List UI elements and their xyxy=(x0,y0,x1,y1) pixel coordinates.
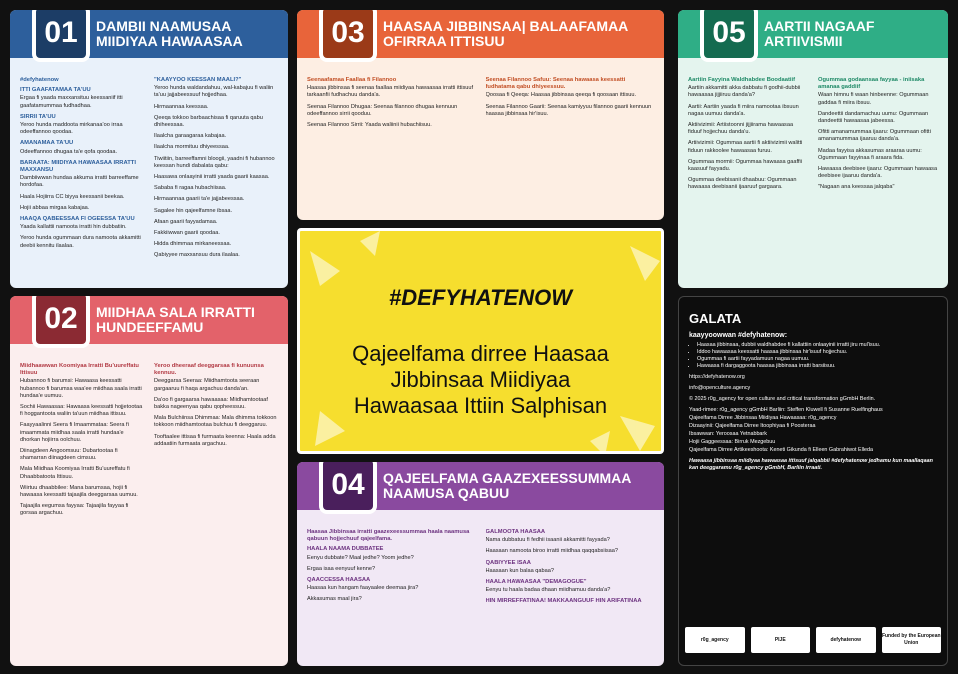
paragraph: Haasaa kun hangam faayaalee deemaa jira? xyxy=(307,585,419,592)
credits-subtitle: kaayyoowwan #defyhatenow: xyxy=(689,332,788,339)
paragraph: Waan himnu fi waan hinbeenne: Ogummaan gaddaa fi miira ibsuu. xyxy=(818,92,929,106)
subheading: AMANAMAA TA'UU xyxy=(20,140,74,147)
paragraph: Ogummaa deebisanii dhaabuu: Ogummaan hawaasa deebisanii ijaaruuf gargaara. xyxy=(688,177,797,191)
paragraph: Da'oo fi gargaarsa hawaasaa: Miidhamtootaaf bakka nageenyaa qabu qopheessuu. xyxy=(154,396,268,411)
section-number: 04 xyxy=(319,462,377,514)
subheading: Miidhaawwan Koomiyaa Irratti Bu'uureffatu Ittisuu xyxy=(20,363,139,377)
subheading: BARAATA: MIIDIYAA HAWAASAA IRRATTI MAXXANSU xyxy=(20,159,136,174)
credit-line: Dizaayinii: Qajeelfama Dirree Itoophiyaa fi Poosteraa xyxy=(689,423,816,429)
paragraph: Akkasumas maal jira? xyxy=(307,596,362,603)
paragraph: Faayyaalinni Seera fi Imaammataa: Seera fi imaammata miidhaa saala irratti hundaa'e dhorkan hojiirra oolchuu. xyxy=(20,422,129,443)
subheading: ITTI GAAFATAMAA TA'UU xyxy=(20,87,91,94)
paragraph: Seenaa Filannoo Dhugaa: Seenaa filannoo dhugaa kennuun odeeffannoo sirrii qooduu. xyxy=(307,103,458,117)
paragraph: Sagalee hin qajeelfamne ibsaa. xyxy=(154,207,233,214)
paragraph: Madaa fayyisa akkasumas araaraa uumu: Ogummaan fayyinaa fi araara fida. xyxy=(818,147,922,161)
section-title: QAJEELFAMA GAAZEXEESSUMMAA NAAMUSA QABUU xyxy=(383,470,631,501)
website-link[interactable]: https://defyhatenow.org xyxy=(689,374,745,380)
column-right xyxy=(154,360,278,660)
paragraph: Diinagdeen Angoomsuu: Dubartootaa fi shamarran diinagdeen cimsuu. xyxy=(20,448,118,462)
paragraph: Dambiiwwan hundaa akkuma irratti barreeffame hordofaa. xyxy=(20,175,139,189)
paragraph: Haasaan namoota biroo irratti miidhaa qaqqabsiisaa? xyxy=(485,548,618,555)
credits-list xyxy=(689,407,937,454)
panel-header xyxy=(10,10,288,58)
guide-title: Qajeelfama dirree Haasaa Jibbinsaa Miidiyaa Hawaasaa Ittiin Salphisan xyxy=(352,341,609,418)
credit-line: Yaad-rimee: r0g_agency gGmbH Barliin: Steffen Kluwell fi Susanne Ruelfinghaus xyxy=(689,407,883,413)
paragraph: Afaan gaarii fayyadamaa. xyxy=(154,218,218,225)
panel-04 xyxy=(297,462,664,666)
subheading: GALMOOTA HAASAA xyxy=(485,529,546,535)
paragraph: Yeroo hunda waldandahuu, wal-kabajuu fi waliin ta'uu jajjabeessuuf hojjedhaa. xyxy=(154,85,274,99)
panel-body xyxy=(10,354,288,666)
goal-item: • Ogummaa fi aartii fayyadamuun nagaa uumuu. xyxy=(697,356,937,363)
partner-logo: r0g_agency xyxy=(685,627,745,653)
paragraph: Hawaasa deebisee ijaaru: Ogummaan hawaasa deebisee ijaaruu danda'a. xyxy=(818,166,938,180)
paragraph: Haasaa jibbinsaa fi seenaa faallaa miidiyaa hawaasaa irratti ittisuuf tarkaanfii fudhachuu danda'a. xyxy=(307,85,474,99)
column-right xyxy=(486,526,655,660)
paragraph: Ergaa isaa eenyuuf kenne? xyxy=(307,565,376,572)
paragraph: Qabiyyee maxxansuu dura ilaalaa. xyxy=(154,252,240,259)
goal-item: • Hawaasa fi dargaggoota haasaa jibbinsaa irratti barsiisuu. xyxy=(697,363,937,370)
paragraph: Eenyu dubbate? Maal jedhe? Yoom jedhe? xyxy=(307,554,414,561)
paragraph: Deeggarsa Seeraa: Miidhamtoota seeraan gargaaruu fi haqa argachuu danda'an. xyxy=(154,378,260,392)
credit-line: Hojii Gaggeessaa: Birruk Mezgebuu xyxy=(689,439,776,445)
goals-list xyxy=(689,342,937,370)
credit-line: Qajeelfama Dirree Jibbinsaa Miidiyaa Hawaasaa: r0g_agency xyxy=(689,415,837,421)
paragraph: Haasawa onlaayinii irratti yaada gaarii kaasaa. xyxy=(154,174,270,181)
section-number: 01 xyxy=(32,10,90,62)
subheading: HIN MIRREFFATINAA! MAKKAANGUUF HIN ARIFATINAA xyxy=(485,598,642,605)
column-left xyxy=(20,360,144,660)
credits-footer: Hawaasa jibbinsaa miidiyaa hawaasaa ittisuuf jalqabbii #defyhatenow jedhamu kun maallaqaan kan deeggaramu r0g_agency gGmbH, Barliin irraati. xyxy=(689,458,933,471)
subheading: #defyhatenow xyxy=(20,77,59,83)
section-number: 02 xyxy=(32,296,90,348)
column-right xyxy=(154,74,278,282)
subheading: HAALA HAWAASAA "DEMAGOGUE" xyxy=(485,579,587,586)
partner-logo: PIJE xyxy=(751,627,811,653)
credit-line: Qajeelfama Dirree Artikeeshoota: Keneti Gikunda fi Elleen Gabrahiwot Elleda xyxy=(689,447,873,453)
subheading: Yeroo dheeraaf deeggarsaa fi kunuunsa kennuu. xyxy=(154,363,264,377)
paragraph: Wiirtuu dhaabbilee: Mana barumsaa, hojii fi hawaasa keessatti tajaajila deeggarsaa uumuu. xyxy=(20,484,138,499)
paragraph: Qoosaa fi Qeeqa: Haasaa jibbinsaa qeeqa fi qoosaan ittisuu. xyxy=(485,92,637,99)
paragraph: Tooftaalee ittisaa fi furmaata keenna: Haala adda addaatiin furmaata argachuu. xyxy=(154,433,276,447)
section-title: HAASAA JIBBINSAA| BALAAFAMAA OFIRRAA ITTISUU xyxy=(383,18,628,49)
credits-title: GALATA xyxy=(689,311,742,326)
paragraph: Yeroo hunda maddoota mirkanaa'oo irraa odeeffannoo qoodaa. xyxy=(20,122,123,136)
paragraph: Tiwiitiin, barreeffamni bloogii, yaadni fi hubannoo keessan hundi dabalata qabu: xyxy=(154,155,275,169)
goal-item: • Iddoo hawaasaa keessatti haasaa jibbinsaa hir'isuuf hojjechuu. xyxy=(697,349,937,356)
subheading: Haasaa Jibbinsaa irratti gaazexeessummaa haala naamusa qabuun hojjechuuf qajeelfama. xyxy=(307,529,470,543)
section-number: 03 xyxy=(319,10,377,62)
paragraph: Sababa fi ragaa hubachiisaa. xyxy=(154,185,227,192)
logo-row xyxy=(685,625,941,655)
paragraph: Sochii Hawaasaa: Hawaasa keessatti hojjetootaa fi hoggantoota waliin ta'uun miidhaa ittisuu. xyxy=(20,404,143,418)
section-title: DAMBII NAAMUSAA MIIDIYAA HAWAASAA xyxy=(96,18,243,49)
panel-01 xyxy=(10,10,288,288)
panel-body xyxy=(678,68,948,288)
paragraph: Yaada kallattii namoota irratti hin dubbatiin. xyxy=(20,224,127,231)
goal-item: • Haasaa jibbinsaa, dubbii waldhabdee fi kallattiin onlaayinii irratti jiru mul'isuu. xyxy=(697,342,937,349)
paragraph: Hidda dhimmaa mirkaneessaa. xyxy=(154,241,232,248)
paragraph: Seenaa Filannoo Sirrii: Yaada waliinii hubachiisuu. xyxy=(307,122,432,129)
panel-body xyxy=(10,68,288,288)
partner-logo: Funded by the European Union xyxy=(882,627,942,653)
paragraph: Qeeqa tokkoo barbaachisaa fi qaruuta qabu dhiheessaa. xyxy=(154,114,263,129)
paragraph: Hubannoo fi barumsi: Hawaasa keessatti hubannoo fi barumsa waa'ee miidhaa saala irratti hundaa'e uumuu. xyxy=(20,378,142,399)
copyright: © 2025 r0g_agency for open culture and critical transformation gGmbH Berlin. xyxy=(689,396,876,402)
paragraph: Eenyu tu haala badaa dhaan miidhamuu danda'a? xyxy=(485,587,611,594)
subheading: "KAAYYOO KEESSAN MAALI?" xyxy=(154,77,242,83)
paragraph: Seenaa Filannoo Gaarii: Seenaa kamiyyuu filannoo gaarii kennuun haasaa jibbinsaa hir'isuu. xyxy=(485,103,652,117)
paragraph: Artiivizimii: Ogummaa aartii fi aktiivizimii walitti fiduun rakkoolee hawaasaa furuu. xyxy=(688,140,803,154)
partner-logo: defyhatenow xyxy=(816,627,876,653)
subheading: HAAQA QABEESSAA FI OGEESSA TA'UU xyxy=(20,216,135,223)
paragraph: Dandeettii dandamachuu uumu: Ogummaan dandeettii hawaasaa jabeessa. xyxy=(818,110,929,125)
panel-header xyxy=(297,462,664,510)
paragraph: Hirmaannaa gaarii ta'e jajjabeessaa. xyxy=(154,196,245,203)
subheading: Aartiin Fayyina Waldhabdee Boodaatiif xyxy=(688,77,796,83)
panel-02 xyxy=(10,296,288,666)
panel-05 xyxy=(678,10,948,288)
paragraph: Yeroo hunda ogummaan dura namoota akkamitti deebii kennitu ilaalaa. xyxy=(20,235,141,249)
panel-header xyxy=(297,10,664,58)
subheading: QAACCESSA HAASAA xyxy=(307,577,371,584)
paragraph: Tajaajila eegumsa fayyaa: Tajaajila fayyaa fi gorsaa argachuu. xyxy=(20,503,129,517)
credits-panel xyxy=(678,296,948,666)
subheading: Ogummaa godaansaa fayyaa - iniisaka amanaa gaddiif xyxy=(818,77,925,91)
panel-03 xyxy=(297,10,664,220)
paragraph: Aktiivizimii: Artiistoonni jijjiirama hawaasaa fiduuf hojjechuu danda'u. xyxy=(688,122,794,136)
hashtag-title: #DEFYHATENOW xyxy=(389,285,572,310)
subheading: SIRRII TA'UU xyxy=(20,113,56,120)
column-left xyxy=(688,74,808,282)
center-title-card xyxy=(297,228,664,454)
column-left xyxy=(307,526,476,660)
paragraph: Haala Hojiirra CC biyya keessanii beekaa. xyxy=(20,193,125,200)
subheading: QABIYYEE ISAA xyxy=(485,559,531,566)
subheading: Seenaafamaa Faallaa fi Filannoo xyxy=(307,77,397,83)
subheading: Seenaa Filannoo Safuu: Seenaa hawaasa keessatti fudhatama qabu dhiyeessuu. xyxy=(485,77,626,91)
column-left xyxy=(20,74,144,282)
column-right xyxy=(818,74,938,282)
paragraph: Mala Miidhaa Koomiyaa Irratti Bu'uureffatu fi Dhaabbatoota Ittisuu. xyxy=(20,466,130,480)
paragraph: Aartii: Aartiin yaada fi miira namootaa ibsuun nagaa uumuu danda'a. xyxy=(688,103,799,117)
panel-body xyxy=(297,68,664,220)
paragraph: Ofitti amanamummaa ijaaru: Ogummaan ofitti amanamummaa ijaaruu danda'a. xyxy=(818,129,931,143)
panel-body xyxy=(297,520,664,666)
paragraph: Nama dubbatuu fi fedhii isaanii akkamitti fayyada? xyxy=(485,537,610,544)
paragraph: Ogummaa mormii: Ogummaa hawaasa gaaffii kaasuuf fayyadu. xyxy=(688,158,802,173)
credit-line: Ibsawwan: Yeroosaa Yetnabbark xyxy=(689,431,767,437)
panel-header xyxy=(678,10,948,58)
paragraph: Haasaan kun balaa qabaa? xyxy=(485,567,554,574)
paragraph: Mala Bulchiinsa Dhimmaa: Mala dhimma tokkoon tokkoon miidhamtootaa bulchuu fi deeggaruu. xyxy=(154,415,277,429)
paragraph: Ilaalcha mormituu dhiyeessaa. xyxy=(154,144,230,151)
email-link[interactable]: info@openculture.agency xyxy=(689,385,751,391)
subheading: HAALA NAAMA DUBBATEE xyxy=(307,546,384,553)
paragraph: Hirmaannaa keessaa. xyxy=(154,103,209,110)
paragraph: Aartiin akkamitti akka dabbatu fi godhii-dubbii hawaasaa jijjiiruu danda'a? xyxy=(688,85,801,99)
paragraph: Fakkiiwwan gaarii qoodaa. xyxy=(154,230,220,237)
section-number: 05 xyxy=(700,10,758,62)
panel-header xyxy=(10,296,288,344)
paragraph: Ergaa fi yaada maxxansituu keessaniif itti gaafatamummaa fudhadhaa. xyxy=(20,95,123,109)
paragraph: Odeeffannoo dhugaa ta'e qofa qoodaa. xyxy=(20,148,118,155)
paragraph: "Nagaan ana keessaa jalqaba" xyxy=(818,184,895,191)
section-title: MIIDHAA SALA IRRATTI HUNDEEFFAMU xyxy=(96,304,255,335)
column-left xyxy=(307,74,476,214)
column-right xyxy=(486,74,655,214)
paragraph: Hojii abbaa mirgaa kabajaa. xyxy=(20,204,90,211)
section-title: AARTII NAGAAF ARTIIVISMII xyxy=(764,18,875,49)
paragraph: Ilaalcha garaagaraa kabajaa. xyxy=(154,133,227,140)
